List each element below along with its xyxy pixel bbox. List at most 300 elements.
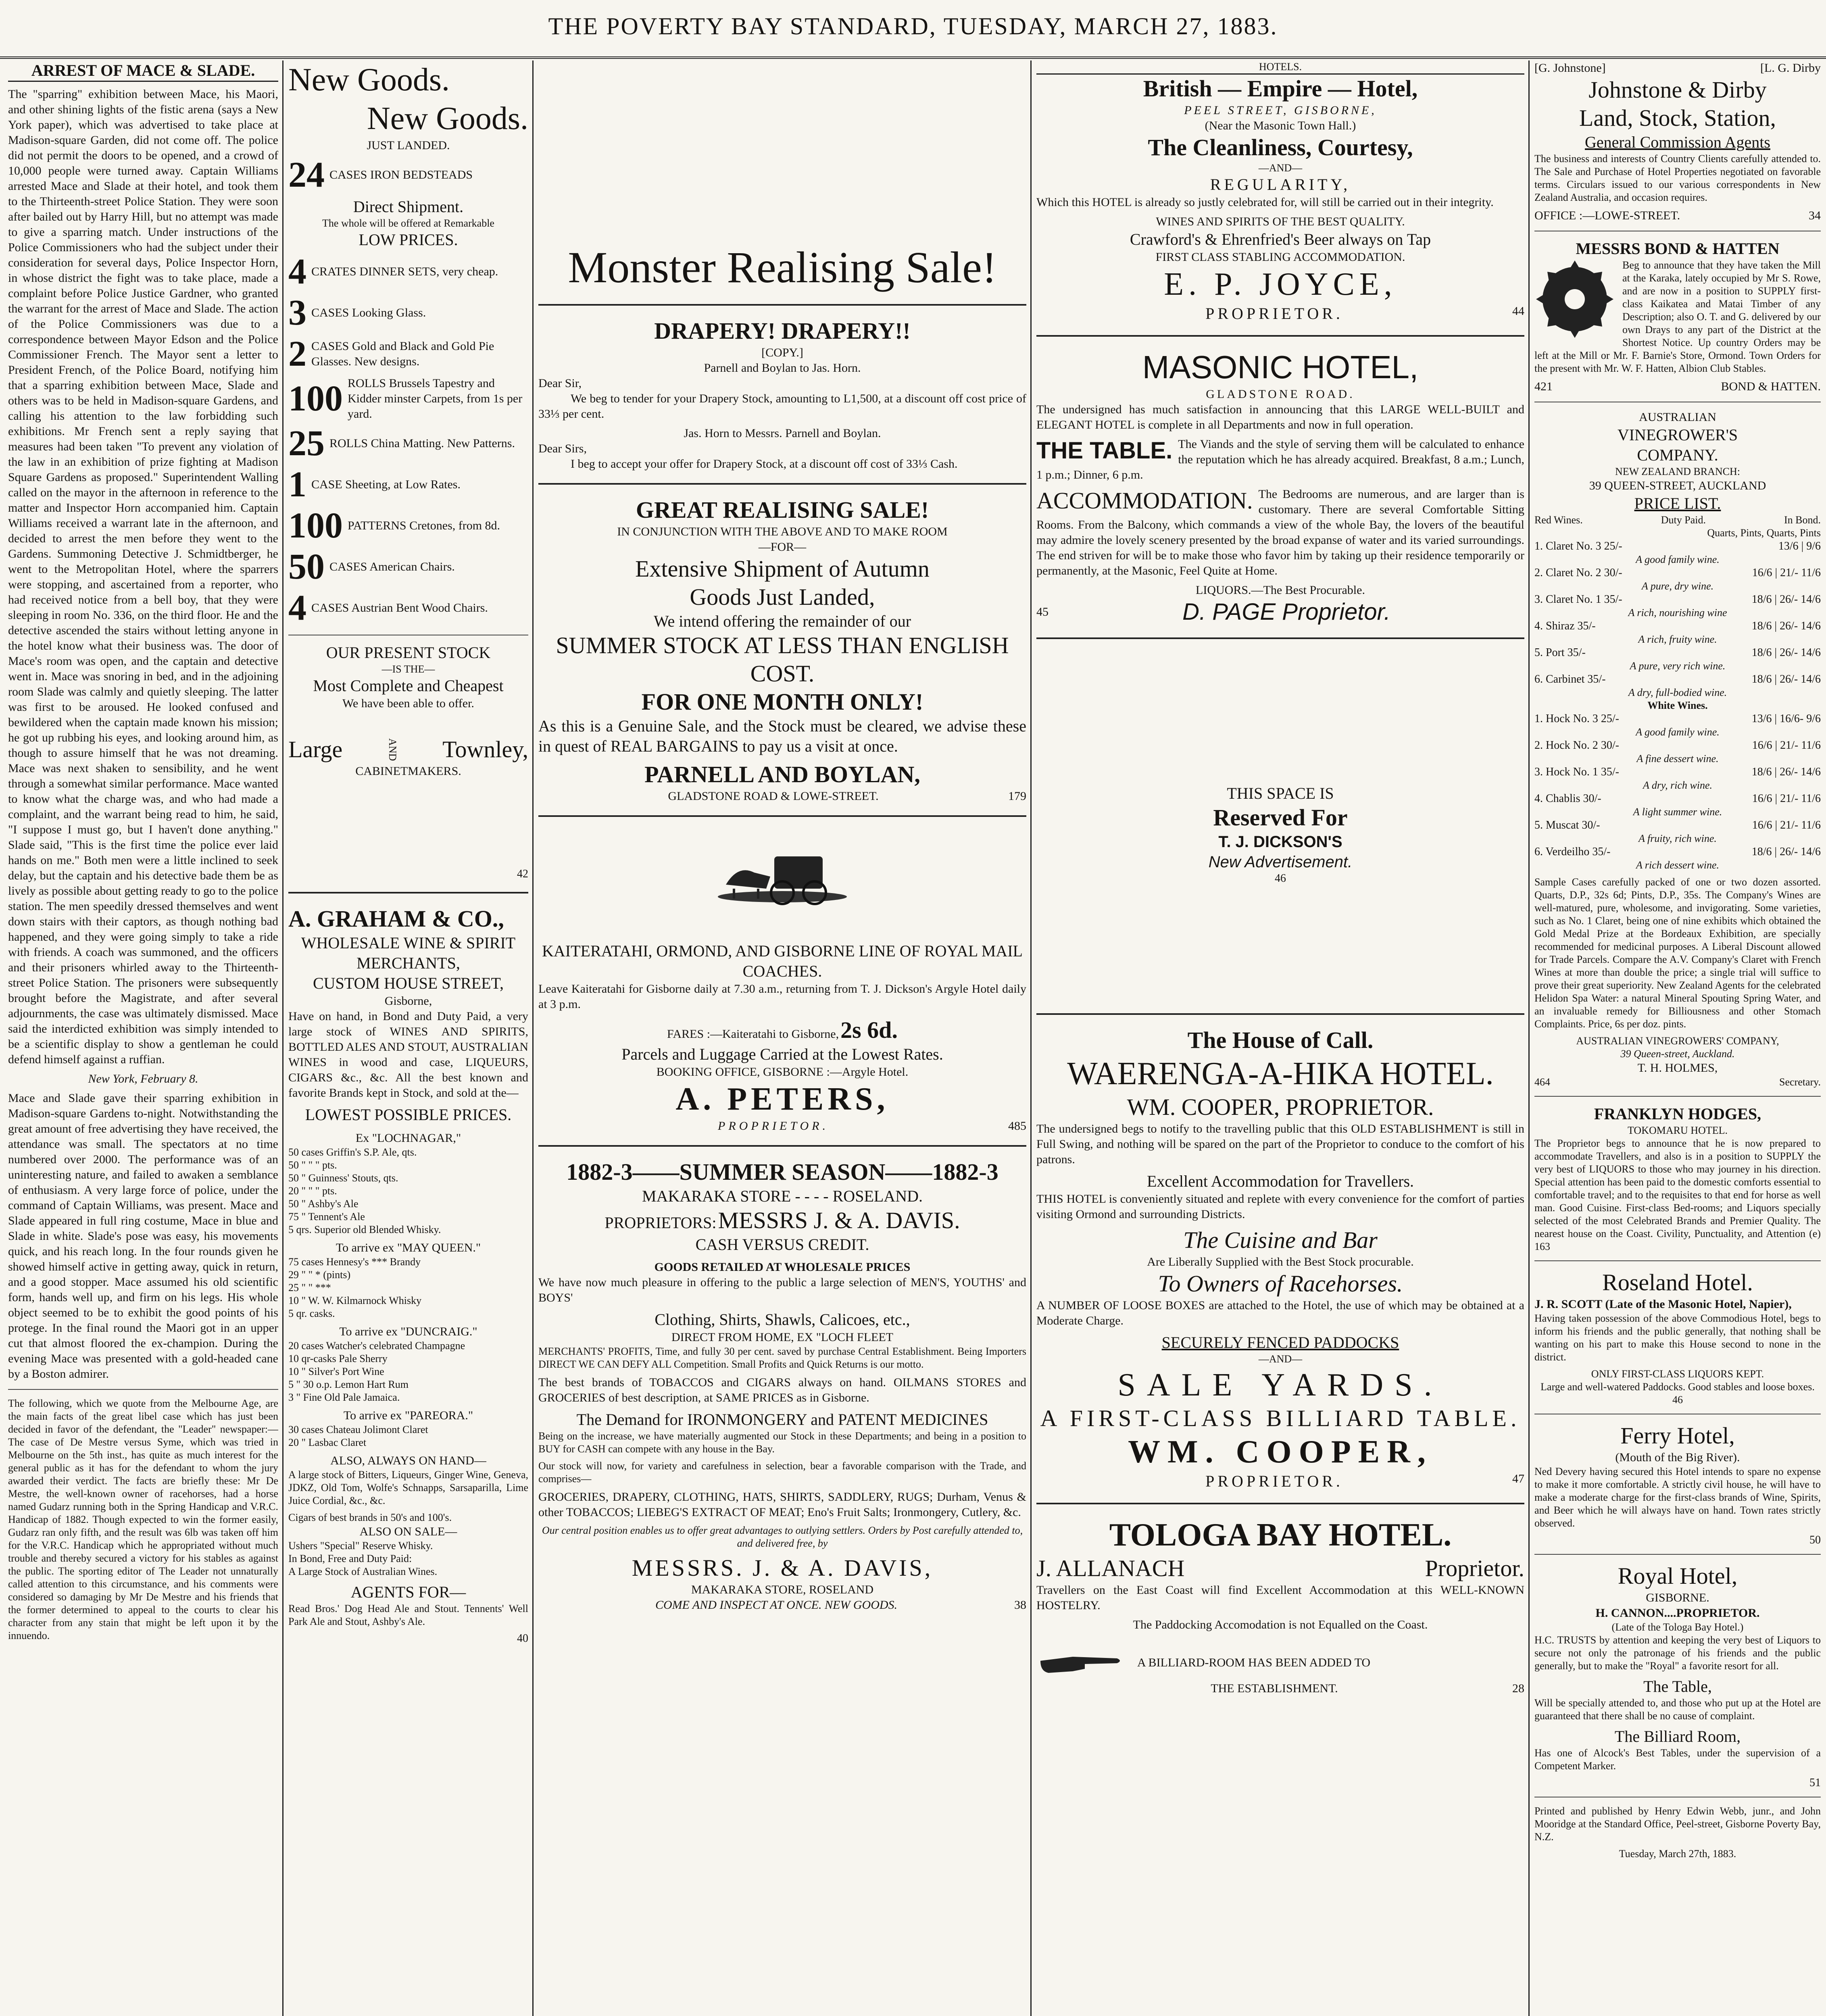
ad-body: GROCERIES, DRAPERY, CLOTHING, HATS, SHIRTS, SADDLERY, RUGS; Durham, Venus & other TOBACCOS; LIEBEG'S EXTRACT OF MEAT; Eno's Fruit Salts; Ironmongery, Cutlery, &c. [538, 1490, 1026, 1519]
ad-line: Dear Sir, [538, 377, 582, 390]
proprietors-label: PROPRIETORS: [604, 1214, 717, 1232]
ad-line: 39 QUEEN-STREET, AUCKLAND [1589, 479, 1766, 492]
price-row [1534, 739, 1821, 752]
ad-subtitle: JUST LANDED. [367, 139, 450, 152]
ad-line: In Bond, Free and Duty Paid: [288, 1553, 412, 1564]
ad-title: New Goods. [288, 62, 450, 98]
column-rule [1030, 60, 1032, 2016]
ad-line: —AND— [1258, 162, 1303, 174]
ad-body: As this is a Genuine Sale, and the Stock must be cleared, we advise these in quest of REAL BARGAINS to pay us a visit at once. [538, 717, 1026, 755]
ad-title: 1882-3——SUMMER SEASON——1882-3 [566, 1159, 998, 1185]
wine-name: 2. Hock No. 2 30/- [1534, 739, 1619, 752]
price-header: In Bond. [1784, 514, 1821, 526]
ad-title: TOLOGA BAY HOTEL. [1109, 1517, 1452, 1553]
column-rule [282, 60, 283, 2016]
ad-footer [538, 1597, 1026, 1613]
allanach-line [1036, 1554, 1524, 1583]
ship-item: 25 " " *** [288, 1282, 331, 1293]
imprint-date: Tuesday, March 27th, 1883. [1619, 1848, 1736, 1860]
ship-item: 20 " Lasbac Claret [288, 1437, 367, 1448]
ad-line: LOWEST POSSIBLE PRICES. [305, 1106, 512, 1124]
ad-body: MERCHANTS' PROFITS, Time, and fully 30 per cent. saved by purchase Central Establishment. Being Importers DIRECT WE CAN DEFY ALL Competition. Small Profits and Quick Returns is our motto. [538, 1345, 1026, 1370]
masthead [0, 0, 1826, 59]
ad-line: Ushers "Special" Reserve Whisky. [288, 1540, 433, 1552]
ad-line: AGENTS FOR— [350, 1583, 466, 1601]
goods-text: CRATES DINNER SETS, very cheap. [311, 265, 498, 278]
ship-item: 50 " " " pts. [288, 1159, 337, 1171]
firm-name-and: AND [387, 738, 399, 761]
goods-item [288, 506, 528, 545]
goods-qty: 2 [288, 334, 306, 374]
spacer [1036, 650, 1524, 783]
ship-item: 50 " Guinness' Stouts, qts. [288, 1172, 398, 1184]
firm-name-left: Large [288, 736, 343, 762]
ad-footer [1036, 598, 1524, 626]
ad-title: British — Empire — Hotel, [1143, 75, 1418, 102]
ad-line: FIRST CLASS STABLING ACCOMMODATION. [1155, 250, 1405, 264]
ad-line: TOKOMARU HOTEL. [1628, 1125, 1728, 1136]
ad-line: New Advertisement. [1208, 853, 1353, 871]
wine-note: A pure, dry wine. [1641, 580, 1714, 592]
ad-title: MESSRS. J. & A. DAVIS, [632, 1555, 933, 1581]
billiard-room-block [1036, 1645, 1524, 1681]
ad-line: GLADSTONE ROAD & LOWE-STREET. [668, 789, 879, 803]
ad-body: The undersigned has much satisfaction in announcing that this LARGE WELL-BUILT and ELEGANT HOTEL is complete in all Departments and now in full operation. [1036, 403, 1524, 431]
ad-line: D. PAGE Proprietor. [1182, 599, 1390, 625]
ad-line: MAKARAKA STORE, ROSELAND [691, 1583, 873, 1596]
ad-title: FOR ONE MONTH ONLY! [641, 689, 923, 715]
wine-price: 16/6 | 21/- 11/6 [1752, 739, 1821, 752]
goods-item [288, 252, 528, 291]
goods-item [288, 548, 528, 586]
ad-body: The Bedrooms are numerous, and are larger than is customary. There are several Comfortable Sitting Rooms. From the Balcony, which commands a view of the whole Bay, the lovers of the beautiful may admire the lovely scenery presented by the broad expanse of water and its varied surroundings. The end striven for will be to make those who favor him by taking up their residence temporarily or permanently, at the Masonic, Feel Quite at Home. [1036, 487, 1524, 577]
goods-item [288, 156, 528, 194]
ad-title: WAERENGA-A-HIKA HOTEL. [1067, 1056, 1494, 1091]
ad-body: Will be specially attended to, and those who put up at the Hotel are guaranteed that there shall be no cause of complaint. [1534, 1697, 1821, 1722]
ad-footer [1036, 304, 1524, 324]
ship-heading: Ex "LOCHNAGAR," [355, 1131, 461, 1145]
ad-line: Clothing, Shirts, Shawls, Calicoes, etc., [655, 1310, 910, 1329]
ad-line: The whole will be offered at Remarkable [322, 217, 494, 229]
goods-item [288, 589, 528, 627]
divider [288, 892, 528, 893]
ad-body: We beg to tender for your Drapery Stock, amounting to L1,500, at a discount off cost price of 33⅓ per cent. [538, 392, 1026, 421]
wine-note: A rich, fruity wine. [1638, 633, 1717, 645]
divider [1036, 637, 1524, 639]
ad-line: REGULARITY, [1210, 175, 1351, 194]
block-title: THE TABLE. [1036, 437, 1173, 464]
ad-line: BOOKING OFFICE, GISBORNE :—Argyle Hotel. [656, 1065, 909, 1079]
ad-number: 50 [1809, 1534, 1821, 1546]
wine-name: 6. Verdeilho 35/- [1534, 846, 1611, 858]
proprietor-name: J. ALLANACH [1036, 1555, 1185, 1581]
ad-number: 34 [1809, 209, 1821, 222]
table-block [1036, 437, 1524, 483]
wine-price: 18/6 | 26/- 14/6 [1751, 846, 1821, 858]
ad-title: The Table, [1643, 1677, 1712, 1695]
divider [1036, 1503, 1524, 1504]
wine-name: 3. Claret No. 1 35/- [1534, 593, 1622, 606]
wine-note: A rich, nourishing wine [1628, 607, 1727, 619]
divider [538, 483, 1026, 485]
fares-label: FARES :—Kaiteratahi to Gisborne, [667, 1027, 839, 1041]
ad-title: FRANKLYN HODGES, [1594, 1105, 1761, 1123]
ad-body: Read Bros.' Dog Head Ale and Stout. Tennents' Well Park Ale and Stout, Ashby's Ale. [288, 1603, 528, 1627]
ad-number: 46 [1275, 872, 1286, 885]
firm-name-right: Townley, [442, 736, 528, 762]
wine-name: 5. Port 35/- [1534, 646, 1586, 659]
ad-line: (Near the Masonic Town Hall.) [1205, 119, 1356, 132]
wine-name: 4. Chablis 30/- [1534, 792, 1601, 805]
ad-line: ONLY FIRST-CLASS LIQUORS KEPT. [1591, 1368, 1764, 1380]
ad-body: THIS HOTEL is conveniently situated and replete with every convenience for the comfort of parties visiting Ormond and surrounding Districts. [1036, 1192, 1524, 1221]
ad-body: Being on the increase, we have materially augmented our Stock in these Departments; and being in a position to BUY for CASH can compete with any house in the Bay. [538, 1430, 1026, 1455]
ad-title: E. P. JOYCE, [1164, 267, 1397, 302]
wine-price: 18/6 | 26/- 14/6 [1751, 620, 1821, 632]
price-row [1534, 619, 1821, 633]
ad-line: Dear Sirs, [538, 442, 587, 455]
ad-number: 51 [1809, 1776, 1821, 1789]
ad-footer [1036, 1681, 1524, 1696]
ad-body: I beg to accept your offer for Drapery Stock, at a discount off cost of 33⅓ Cash. [571, 457, 958, 471]
ship-item: 10 " W. W. Kilmarnock Whisky [288, 1295, 422, 1306]
sawblade-icon [1534, 259, 1615, 339]
goods-text: CASES American Chairs. [329, 560, 455, 573]
ship-item: 5 " 30 o.p. Lemon Hart Rum [288, 1379, 409, 1390]
wine-note: A light summer wine. [1633, 806, 1722, 818]
ad-line: Large and well-watered Paddocks. Good stables and loose boxes. 46 [1540, 1381, 1815, 1406]
ad-line: Jas. Horn to Messrs. Parnell and Boylan. [684, 427, 881, 440]
ad-line: WHOLESALE WINE & SPIRIT [301, 934, 516, 952]
divider [1036, 1013, 1524, 1015]
price-section-title: White Wines. [1647, 700, 1708, 711]
ad-title: Roseland Hotel. [1602, 1269, 1753, 1295]
ad-line: PEEL STREET, GISBORNE, [1184, 104, 1377, 117]
spacer [1036, 885, 1524, 1002]
ad-title: The Billiard Room, [1614, 1727, 1741, 1745]
article-paragraph: The "sparring" exhibition between Mace, his Maori, and other shining lights of the fistic arena (says a New York paper), which was advertised to take place at Madison-square Garden, did not come off. The police did not permit the doors to be opened, and a crowd of 10,000 people were turned away. Captain Williams arrested Mace and Slade at their hotel, and took them to the Thirteenth-street Police Station. They were soon after bailed out by Harry Hill, but no attempt was made to give a sparring match. Under instructions of the Police Commissioners who had the subject under their consideration for several days, Police Inspector Horn, in whose district the fight was to take place, made a complaint before Police Justice Gardner, who granted the warrant for the arrest of Mace and Slade. The action of the Police Commissioners was due to a correspondence between Mayor Edson and the Police Commissioner French. The Mayor sent a letter to President French, of the Police Board, notifying him that a sparring exhibition between Mace, Slade and others was to be held in Madison-square Gardens, and calling his attention to the law forbidding such exhibitions. Mr French sent a reply saying that measures had been taken "To prevent any violation of the law in an exhibition of prize fighting at Madison Square Gardens as proposed." Superintendent Walling called on the mayor in the afternoon in reference to the matter and Inspector Horn accompanied him. Captain Williams received a warrant late in the afternoon, and decided to arrest the men before they went to the Gardens. Summoning Detective J. Schmidtberger, he went to the Metropolitan Hotel, where the sparrers were stopping, and ascertained from a reporter, who had received notice from a bell boy, that they were sleeping in room No. 336, on the third floor. He and the detective ascended the stairs without letting anyone in the hotel know what their business was. The door of Mace's room was open, and the captain and detective went in. Mace was snoring in bed, and in the adjoining room Slade was calmly and quietly sleeping. The latter was first to be aroused. He looked confused and bewildered when the captain made known his mission; he got up rubbing his eyes, and looking around him, as though to assure himself that he was not dreaming. Mace was next shaken to sensibility, and he went through a somewhat similar performance. Mace wanted to know what the charge was, and who had made a complaint, and the warrant being read to him, he said, "I suppose I must go, but I haven't done anything." Slade said, "This is the first time the police ever laid hands on me." Both men were a little inclined to seek delay, but the captain and his detective bade them be as lively as possible about getting ready to go to the police station. The men speedily dressed themselves and went down stairs with their captors, as though nothing bad happened, and they were going simply to take a ride with friends. A coach was summoned, and the officers and their prisoners whirled away to the Thirteenth-street Police Station. The prisoners were subsequently brought before the Magistrate, and after several adjournments, the case was ultimately dismissed. Mace said the interdicted exhibition was simply intended to be a scientific display to show a gentleman he could defend himself against a ruffian. [8, 87, 278, 1066]
accommodation-block [1036, 487, 1524, 579]
ad-line: PROPRIETOR. [1205, 304, 1343, 323]
proprietors-value: MESSRS J. & A. DAVIS. [718, 1207, 960, 1233]
wine-name: 1. Hock No. 3 25/- [1534, 712, 1619, 725]
hotels-column [1036, 60, 1524, 2016]
divider [1036, 335, 1524, 337]
ship-item: 10 qr-casks Pale Sherry [288, 1353, 388, 1364]
ship-item: 5 qr. casks. [288, 1308, 335, 1319]
ad-body: Beg to announce that they have taken the Mill at the Karaka, lately occupied by Mr S. Rowe, and are now in a position to SUPPLY first-class Kaikatea and Matai Timber of any Description; also O. T. and G. delivered by our own Drays to any part of the District at the Shortest Notice. Up country Orders may be left at the Mill or Mr. F. Barnie's Store, Ormond. Town Orders for the present with Mr. W. F. Hatten, Albion Club Stables. [1534, 259, 1821, 374]
ad-line: The Demand for IRONMONGERY and PATENT MEDICINES [576, 1410, 988, 1429]
wine-price: 13/6 | 9/6 [1778, 540, 1821, 552]
ad-title: Goods Just Landed, [690, 584, 875, 610]
ad-footer [538, 1118, 1026, 1134]
ad-line: J. R. SCOTT (Late of the Masonic Hotel, Napier), [1534, 1297, 1792, 1311]
ad-line: Cigars of best brands in 50's and 100's. [288, 1512, 452, 1523]
wine-note: A rich dessert wine. [1636, 859, 1720, 871]
ad-line: CUSTOM HOUSE STREET, [313, 974, 504, 992]
goods-qty: 100 [288, 506, 343, 546]
article-headline: ARREST OF MACE & SLADE. [8, 60, 278, 82]
ad-title: Reserved For [1213, 804, 1348, 831]
ad-line: (Mouth of the Big River). [1615, 1451, 1740, 1464]
goods-qty: 24 [288, 155, 325, 195]
ad-line: Direct Shipment. [353, 198, 464, 216]
wine-price: 16/6 | 21/- 11/6 [1752, 792, 1821, 805]
price-headers [1534, 514, 1821, 527]
ad-line: GLADSTONE ROAD. [1206, 387, 1355, 401]
ad-body: Leave Kaiteratahi for Gisborne daily at 7.30 a.m., returning from T. J. Dickson's Argyle Hotel daily at 3 p.m. [538, 982, 1026, 1011]
ad-line: —FOR— [758, 540, 807, 554]
ad-line: BOND & HATTEN. [1721, 380, 1821, 393]
ad-line: Most Complete and Cheapest [313, 677, 504, 695]
wine-note: A good family wine. [1636, 554, 1720, 565]
ad-number: 28 [1512, 1682, 1524, 1695]
ad-footer [1534, 379, 1821, 394]
ad-line: AUSTRALIAN [1639, 410, 1716, 424]
wine-price: 16/6 | 21/- 11/6 [1752, 819, 1821, 831]
ship-item: 5 qrs. Superior old Blended Whisky. [288, 1224, 441, 1235]
wine-price: 13/6 | 16/6- 9/6 [1751, 712, 1821, 725]
horse-shape [726, 870, 770, 889]
ad-title: DRAPERY! DRAPERY!! [654, 318, 911, 344]
price-row [1534, 673, 1821, 686]
ad-line: (Late of the Tologa Bay Hotel.) [1611, 1621, 1744, 1633]
ad-body: The business and interests of Country Clients carefully attended to. The Sale and Purchase of Hotel Properties negotiated on favorable terms. Circulars issued to our various correspondents in New Zealand Australia, and occasion requires. [1534, 153, 1821, 203]
goods-qty: 1 [288, 464, 306, 504]
wine-note: A good family wine. [1636, 726, 1720, 738]
price-header: Duty Paid. [1661, 514, 1706, 526]
agents-column [1534, 60, 1821, 2016]
coach-body [774, 856, 823, 889]
ad-line: PROPRIETOR. [1205, 1472, 1343, 1490]
wine-name: 2. Claret No. 2 30/- [1534, 566, 1622, 579]
wine-name: 5. Muscat 30/- [1534, 819, 1600, 831]
price-row [1534, 593, 1821, 606]
ad-line: ALSO ON SALE— [359, 1525, 457, 1538]
spacer [538, 60, 1026, 242]
ad-title: To Owners of Racehorses. [1158, 1270, 1403, 1297]
large-townley-title [288, 735, 528, 764]
ad-number: 179 [1008, 789, 1026, 803]
office-label: OFFICE :—LOWE-STREET. [1534, 209, 1680, 222]
ad-footer [1036, 1471, 1524, 1491]
wine-note: A pure, very rich wine. [1630, 660, 1726, 672]
ad-title: A FIRST-CLASS BILLIARD TABLE. [1040, 1405, 1521, 1431]
price-row [1534, 765, 1821, 779]
ad-line: OUR PRESENT STOCK [326, 644, 491, 662]
ship-item: 20 cases Watcher's celebrated Champagne [288, 1340, 465, 1352]
goods-qty: 50 [288, 547, 325, 587]
price-row [1534, 818, 1821, 832]
ad-line: LOW PRICES. [359, 231, 458, 249]
ad-line: Parnell and Boylan to Jas. Horn. [704, 361, 861, 375]
wine-note: A dry, full-bodied wine. [1628, 687, 1727, 698]
ship-heading: To arrive ex "PAREORA." [343, 1409, 473, 1422]
divider [538, 815, 1026, 817]
ad-line: SECURELY FENCED PADDOCKS [1161, 1333, 1399, 1352]
ad-title: The House of Call. [1187, 1027, 1374, 1053]
article-dateline: New York, February 8. [88, 1072, 198, 1085]
ad-line: The Paddocking Accomodation is not Equalled on the Coast. [1133, 1618, 1428, 1631]
ad-line: MERCHANTS, [356, 954, 460, 972]
ad-line: 39 Queen-street, Auckland. [1620, 1048, 1735, 1060]
ad-title: New Goods. [367, 101, 528, 136]
masthead-title: THE POVERTY BAY STANDARD, TUESDAY, MARCH 27, 1883. [548, 13, 1278, 40]
divider [8, 1389, 278, 1390]
ad-line: MAKARAKA STORE - - - - ROSELAND. [642, 1187, 923, 1205]
divider [538, 1145, 1026, 1147]
new-goods-column [288, 60, 528, 2016]
goods-text: CASE Sheeting, at Low Rates. [311, 478, 461, 491]
ad-body: H.C. TRUSTS by attention and keeping the very best of Liquors to secure not only the patronage of his friends and the public generally, but to make the "Royal" a favorite resort for all. [1534, 1634, 1821, 1672]
ad-title: A. PETERS, [675, 1081, 889, 1117]
column-rule [1528, 60, 1530, 2016]
goods-text: ROLLS Brussels Tapestry and Kidder minster Carpets, from 1s per yard. [348, 377, 523, 421]
ship-item: 75 " Tennent's Ale [288, 1211, 365, 1223]
goods-text: CASES Austrian Bent Wood Chairs. [311, 601, 488, 614]
names-line [1534, 60, 1821, 76]
ad-body: Our stock will now, for variety and carefulness in selection, bear a favorable comparison with the Trade, and comprises— [538, 1460, 1026, 1485]
wine-name: 3. Hock No. 1 35/- [1534, 766, 1619, 778]
ship-item: 50 cases Griffin's S.P. Ale, qts. [288, 1146, 417, 1158]
ad-line: Gisborne, [384, 994, 432, 1008]
wine-price: 18/6 | 26/- 14/6 [1751, 646, 1821, 659]
ad-line: Secretary. [1779, 1076, 1821, 1088]
wine-name: 1. Claret No. 3 25/- [1534, 540, 1622, 552]
wine-price: 16/6 | 21/- 11/6 [1752, 566, 1821, 579]
ad-title: Land, Stock, Station, [1579, 105, 1776, 131]
ad-title: PARNELL AND BOYLAN, [644, 761, 920, 787]
ad-title: Extensive Shipment of Autumn [635, 556, 930, 582]
ad-body: Having taken possession of the above Commodious Hotel, begs to inform his friends and the public generally, that nothing shall be wanting on his part to make this House second to none in the district. [1534, 1312, 1821, 1363]
ad-body: Which this HOTEL is already so justly celebrated for, will still be carried out in their integrity. [1036, 196, 1494, 209]
ad-body: The undersigned begs to notify to the travelling public that this OLD ESTABLISHMENT is still in Full Swing, and nothing will be spared on the part of the Proprietor to conduce to the comfort of his patrons. [1036, 1122, 1524, 1166]
goods-list [288, 156, 528, 194]
column-rule [532, 60, 534, 2016]
ad-body: Our central position enables us to offer great advantages to outlying settlers. Orders by Post carefully attended to, and delivered free, by [542, 1524, 1023, 1549]
divider [1534, 1260, 1821, 1261]
ad-footer [538, 789, 1026, 804]
ad-line: [COPY.] [761, 346, 803, 359]
goods-item [288, 424, 528, 463]
ad-line: Excellent Accommodation for Travellers. [1146, 1172, 1414, 1190]
goods-list [288, 252, 528, 627]
fares-line [538, 1016, 1026, 1044]
ad-title: Monster Realising Sale! [568, 243, 997, 292]
goods-qty: 25 [288, 423, 325, 463]
price-row [1534, 712, 1821, 726]
proprietors-line [538, 1206, 1026, 1235]
ad-line: GOODS RETAILED AT WHOLESALE PRICES [654, 1260, 911, 1274]
ad-body: Travellers on the East Coast will find Excellent Accommodation at this WELL-KNOWN HOSTELRY. [1036, 1583, 1524, 1612]
ad-line: We have been able to offer. [342, 697, 474, 710]
ad-number: 464 [1534, 1076, 1550, 1088]
wine-note: A fine dessert wine. [1636, 753, 1719, 764]
ad-line: CASH VERSUS CREDIT. [695, 1235, 869, 1254]
ad-line: ALSO, ALWAYS ON HAND— [330, 1454, 486, 1467]
ad-number: 421 [1534, 380, 1553, 393]
ad-title: Ferry Hotel, [1620, 1422, 1735, 1449]
ad-title: VINEGROWER'S [1617, 426, 1738, 444]
name-right: [L. G. Dirby [1760, 61, 1821, 75]
ad-line: H. CANNON....PROPRIETOR. [1595, 1606, 1760, 1620]
section-header: HOTELS. [1036, 60, 1524, 75]
ad-line: A BILLIARD-ROOM HAS BEEN ADDED TO [1137, 1656, 1371, 1669]
ship-item: 29 " " * (pints) [288, 1269, 351, 1281]
ad-line: —IS THE— [381, 663, 435, 675]
ad-line: AUSTRALIAN VINEGROWERS' COMPANY, [1576, 1035, 1779, 1047]
ad-title: Johnstone & Dirby [1588, 77, 1767, 103]
ad-title: KAITERATAHI, ORMOND, AND GISBORNE LINE OF ROYAL MAIL COACHES. [542, 942, 1023, 980]
ad-line: T. H. HOLMES, [1637, 1061, 1718, 1075]
goods-qty: 100 [288, 379, 343, 419]
ad-title: SALE YARDS. [1117, 1367, 1443, 1403]
ad-line: IN CONJUNCTION WITH THE ABOVE AND TO MAKE ROOM [617, 525, 948, 538]
ad-line: General Commission Agents [1585, 133, 1770, 151]
ship-heading: To arrive ex "DUNCRAIG." [339, 1325, 477, 1338]
goods-qty: 4 [288, 588, 306, 628]
price-header: Red Wines. [1534, 514, 1583, 526]
ship-item: 75 cases Hennesy's *** Brandy [288, 1256, 421, 1268]
ad-line: DIRECT FROM HOME, EX "LOCH FLEET [671, 1331, 894, 1344]
price-table [1534, 539, 1821, 872]
divider [538, 304, 1026, 306]
coach-illustration [710, 828, 855, 933]
article-paragraph: The following, which we quote from the Melbourne Age, are the main facts of the great libel case which has just been decided in favor of the defendant, the "Leader" newspaper:—The case of De Mestre versus Syme, which was tried in Melbourne on the 5th inst., has quite as much interest for the general public as it has for the defendant to whom the jury awarded their verdict. The facts are briefly these: Mr De Mestre, the well-known owner of racehorses, had a horse named Gudarz running both in the Spring Handicap and V.R.C. Handicap of 1882. Though expected to win the former easily, Gudarz ran only fifth, and the result was 6lb was taken off him for the V.R.C. Handicap which he appropriated without much trouble and thereby secured a victory for his stables as against the public. The sporting editor of The Leader not unnaturally called attention to this circumstance, and his comments were considered so damaging by Mr De Mestre and his friends that the former determined to appeal to the courts to clear his character from any stain that might be left upon it by the innuendo. [8, 1397, 278, 1641]
price-row [1534, 792, 1821, 806]
fares-value: 2s 6d. [840, 1017, 898, 1043]
goods-item [288, 465, 528, 504]
price-row [1534, 845, 1821, 859]
ad-line: LIQUORS.—The Best Procurable. [1196, 583, 1365, 597]
ad-number: 47 [1512, 1472, 1524, 1485]
price-subheader: Quarts, Pints, Quarts, Pints [1707, 527, 1821, 539]
wine-price: 18/6 | 26/- 14/6 [1751, 673, 1821, 685]
goods-text: PATTERNS Cretones, from 8d. [348, 519, 500, 532]
ad-line: Crawford's & Ehrenfried's Beer always on Tap [1130, 230, 1431, 248]
ad-body: Sample Cases carefully packed of one or two dozen assorted. Quarts, D.P., 32s 6d; Pints, D.P., 35s. The Company's Wines are well-matured, pure, wholesome, and invigorating. Some varieties, such as No. 1 Claret, being one of nine exhibits which obtained the Gold Medal Prize at the Bordeaux Exhibition, are specially recommended for medicinal purposes. A Liberal Discount allowed for Trade Parcels. Compare the A.V. Company's Claret with French Wines at more than double the price; a single trial will suffice to prove their great superiority. New Zealand Agents for the celebrated Helidon Spa Water: a natural Mineral Spouting Spring Water, and an invaluable remedy for Billiousness and other Stomach Complaints. Price, 6s per doz. pints. [1534, 876, 1821, 1030]
ad-line: T. J. DICKSON'S [1218, 833, 1342, 851]
wine-note: A fruity, rich wine. [1638, 833, 1717, 844]
ship-item: 30 cases Chateau Jolimont Claret [288, 1424, 428, 1435]
ad-title: COMPANY. [1637, 446, 1718, 464]
wine-price: 18/6 | 26/- 14/6 [1751, 593, 1821, 606]
wine-note: A dry, rich wine. [1643, 779, 1713, 791]
ad-number: 45 [1036, 605, 1048, 619]
ad-body: The Viands and the style of serving them will be calculated to enhance the reputation which he has already acquired. Breakfast, 8 a.m.; Lunch, 1 p.m.; Dinner, 6 p.m. [1036, 437, 1524, 481]
article-paragraph: Mace and Slade gave their sparring exhibition in Madison-square Gardens to-night. Notwithstanding the great amount of free advertising they have received, the attendance was small. The spectators at no time numbered over 2000. The performance was of an uninteresting nature, and failed to awaken a semblance of enthusiasm. A very large force of police, under the command of Captain Williams, was present. Mace and Slade appeared in full ring costume, Mace in blue and Slade in white. Slade's pose was easy, his movements quick, and his reach long. In the four rounds given he showed himself active in getting away, quick in return, and a good stopper. Mace assumed his old scientific form, hands well up, and firm on his legs. His whole object seemed to be to exhibit the good points of his protege. In the final round the Maori got in an upper cut that almost floored the ex-champion. During the evening Mace was presented with a gold-headed cane by a Boston admirer. [8, 1091, 278, 1381]
goods-text: CASES Gold and Black and Gold Pie Glasses. New designs. [311, 339, 494, 368]
goods-qty: 4 [288, 252, 306, 292]
ad-line: THE ESTABLISHMENT. [1211, 1682, 1338, 1695]
wine-price: 18/6 | 26/- 14/6 [1751, 766, 1821, 778]
wine-name: 4. Shiraz 35/- [1534, 620, 1596, 632]
goods-text: ROLLS China Matting. New Patterns. [329, 437, 515, 450]
goods-item [288, 294, 528, 332]
goods-qty: 3 [288, 293, 306, 333]
ad-line: Parcels and Luggage Carried at the Lowest Rates. [621, 1045, 943, 1063]
ad-footer [1534, 1076, 1821, 1089]
ad-body: The Proprietor begs to announce that he is now prepared to accommodate Travellers, and also is in a position to SUPPLY the very best of LIQUORS to those who may journey in his direction. Special attention has been paid to the domestic comforts essential to comfortable travel; and to the requisites to that end for horse as well man. Good Cuisine. First-class Bed-rooms; and Liquors specially selected of the most Celebrated Brands and Premier Quality. The nearest house on the Coast. Civility, Punctuality, and Attention (e) 163 [1534, 1137, 1821, 1252]
news-column [8, 60, 278, 2016]
ad-body: The best brands of TOBACCOS and CIGARS always on hand. OILMANS STORES and GROCERIES of best description, at SAME PRICES as in Gisborne. [538, 1376, 1026, 1404]
ad-line: THIS SPACE IS [1227, 784, 1334, 802]
ad-title: The Cleanliness, Courtesy, [1148, 134, 1413, 160]
ground [718, 891, 847, 902]
ad-title: GREAT REALISING SALE! [636, 497, 929, 523]
ad-title: WM. COOPER, PROPRIETOR. [1127, 1094, 1434, 1120]
price-row [1534, 646, 1821, 660]
